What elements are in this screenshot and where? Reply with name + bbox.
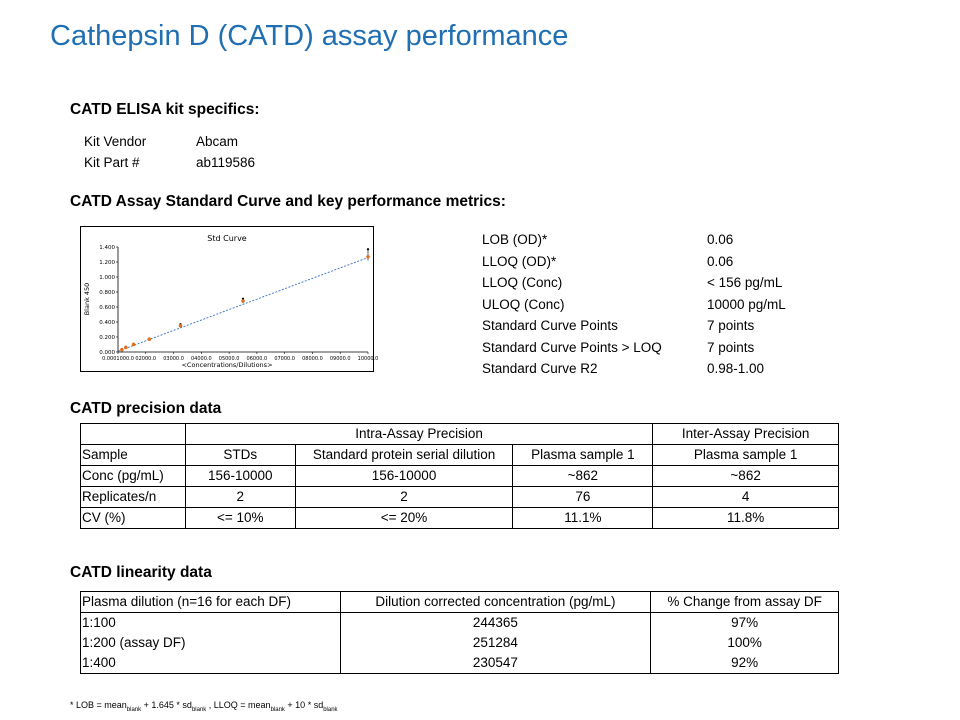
chart-x-tick-label: 0.0001000.0 <box>102 356 134 362</box>
table-cell: 1:400 <box>81 653 341 674</box>
table-cell: 4 <box>653 487 839 508</box>
metric-row: Standard Curve R2 0.98-1.00 <box>482 361 765 376</box>
table-cell: ~862 <box>513 466 653 487</box>
chart-x-tick-label: 03000.0 <box>163 356 184 362</box>
chart-x-tick-label: 02000.0 <box>135 356 157 362</box>
chart-y-tick-label: 0.800 <box>99 290 115 296</box>
table-cell: ~862 <box>653 466 839 487</box>
column-header: Dilution corrected concentration (pg/mL) <box>340 592 651 613</box>
table-cell: 156-10000 <box>295 466 513 487</box>
metric-row: LOB (OD)* 0.06 <box>482 232 734 247</box>
table-cell: <= 10% <box>185 508 295 529</box>
std-curve-heading: CATD Assay Standard Curve and key performance metrics: <box>70 193 506 210</box>
chart-point <box>132 343 136 347</box>
table-cell: 2 <box>295 487 513 508</box>
chart-point <box>241 299 245 303</box>
metric-row: Standard Curve Points > LOQ 7 points <box>482 339 755 355</box>
table-row <box>81 633 839 653</box>
group-inter: Inter-Assay Precision <box>653 424 839 445</box>
chart-x-tick-label: 05000.0 <box>218 356 240 362</box>
table-row <box>81 466 839 487</box>
chart-y-label: Blank 450 <box>83 282 91 316</box>
chart-y-tick-label: 1.400 <box>99 245 115 251</box>
chart-point <box>147 337 151 341</box>
page-title: Cathepsin D (CATD) assay performance <box>50 20 569 52</box>
kit-row-vendor <box>84 134 238 149</box>
precision-header-row <box>81 445 839 466</box>
chart-y-tick-label: 0.400 <box>99 320 115 326</box>
chart-x-tick-label: 09000.0 <box>329 356 351 362</box>
group-intra: Intra-Assay Precision <box>185 424 652 445</box>
kit-part-value: ab119586 <box>196 155 256 170</box>
table-cell: 100% <box>651 633 839 653</box>
kit-vendor-label: Kit Vendor <box>84 134 147 149</box>
column-header: Plasma sample 1 <box>513 445 653 466</box>
precision-heading: CATD precision data <box>70 400 222 417</box>
chart-y-tick-label: 0.000 <box>99 350 115 356</box>
table-cell: 11.8% <box>653 508 839 529</box>
metric-row: LLOQ (Conc) < 156 pg/mL <box>482 275 783 290</box>
kit-row-part <box>84 155 255 170</box>
table-cell: 230547 <box>340 653 651 674</box>
chart-y-tick-label: 1.000 <box>99 275 115 281</box>
table-cell: 2 <box>185 487 295 508</box>
precision-group-row <box>81 424 839 445</box>
chart-x-tick-label: 06000.0 <box>246 356 268 362</box>
chart-x-tick-label: 08000.0 <box>302 356 323 362</box>
table-cell: 1:100 <box>81 613 341 634</box>
standard-curve-chart <box>80 226 379 372</box>
metrics-list <box>482 229 786 380</box>
chart-x-tick-label: 10000.0 <box>357 356 379 362</box>
table-cell: 251284 <box>340 633 651 653</box>
column-header: STDs <box>185 445 295 466</box>
table-cell: 11.1% <box>513 508 653 529</box>
chart-title: Std Curve <box>207 234 247 243</box>
table-cell: <= 20% <box>295 508 513 529</box>
metric-row: LLOQ (OD)* 0.06 <box>482 253 734 269</box>
table-cell: Replicates/n <box>81 487 186 508</box>
table-row <box>81 487 839 508</box>
chart-x-tick-label: 07000.0 <box>274 356 296 362</box>
table-cell: 156-10000 <box>185 466 295 487</box>
column-header: % Change from assay DF <box>651 592 839 613</box>
table-cell: 92% <box>651 653 839 674</box>
table-cell: 244365 <box>340 613 651 634</box>
chart-point <box>179 324 183 328</box>
kit-part-label: Kit Part # <box>84 155 140 170</box>
chart-y-tick-label: 0.200 <box>99 335 115 341</box>
table-cell: Conc (pg/mL) <box>81 466 186 487</box>
kit-heading: CATD ELISA kit specifics: <box>70 101 260 118</box>
table-row <box>81 653 839 674</box>
column-header: Plasma dilution (n=16 for each DF) <box>81 592 341 613</box>
chart-fit-line <box>118 258 368 352</box>
table-cell: CV (%) <box>81 508 186 529</box>
kit-vendor-value: Abcam <box>196 134 239 149</box>
table-cell: 76 <box>513 487 653 508</box>
chart-x-label: <Concentrations/Dilutions> <box>181 361 273 369</box>
chart-point <box>366 255 370 259</box>
chart-y-tick-label: 1.200 <box>99 260 115 266</box>
column-header: Standard protein serial dilution <box>295 445 513 466</box>
chart-y-tick-label: 0.600 <box>99 305 115 311</box>
footnote: * LOB = mean$_{blank}$ + $1.645 * sd_{blank}$ , LLOQ = mean$_{blank}$ + $10 * sd_{blank}$ <box>70 700 338 713</box>
table-row <box>81 613 839 634</box>
chart-replicate-point <box>367 248 369 250</box>
metric-row: ULOQ (Conc) 10000 pg/mL <box>482 296 786 312</box>
metric-row: Standard Curve Points 7 points <box>482 318 755 333</box>
linearity-header-row <box>81 592 839 613</box>
table-cell: 1:200 (assay DF) <box>81 633 341 653</box>
chart-point <box>124 346 128 350</box>
chart-point <box>120 348 124 352</box>
column-header: Sample <box>81 445 186 466</box>
linearity-heading: CATD linearity data <box>70 564 212 581</box>
linearity-table <box>80 591 839 674</box>
column-header: Plasma sample 1 <box>653 445 839 466</box>
precision-table <box>80 423 839 529</box>
chart-x-tick-label: 04000.0 <box>190 356 212 362</box>
table-cell <box>81 424 186 445</box>
table-cell: 97% <box>651 613 839 634</box>
table-row <box>81 508 839 529</box>
